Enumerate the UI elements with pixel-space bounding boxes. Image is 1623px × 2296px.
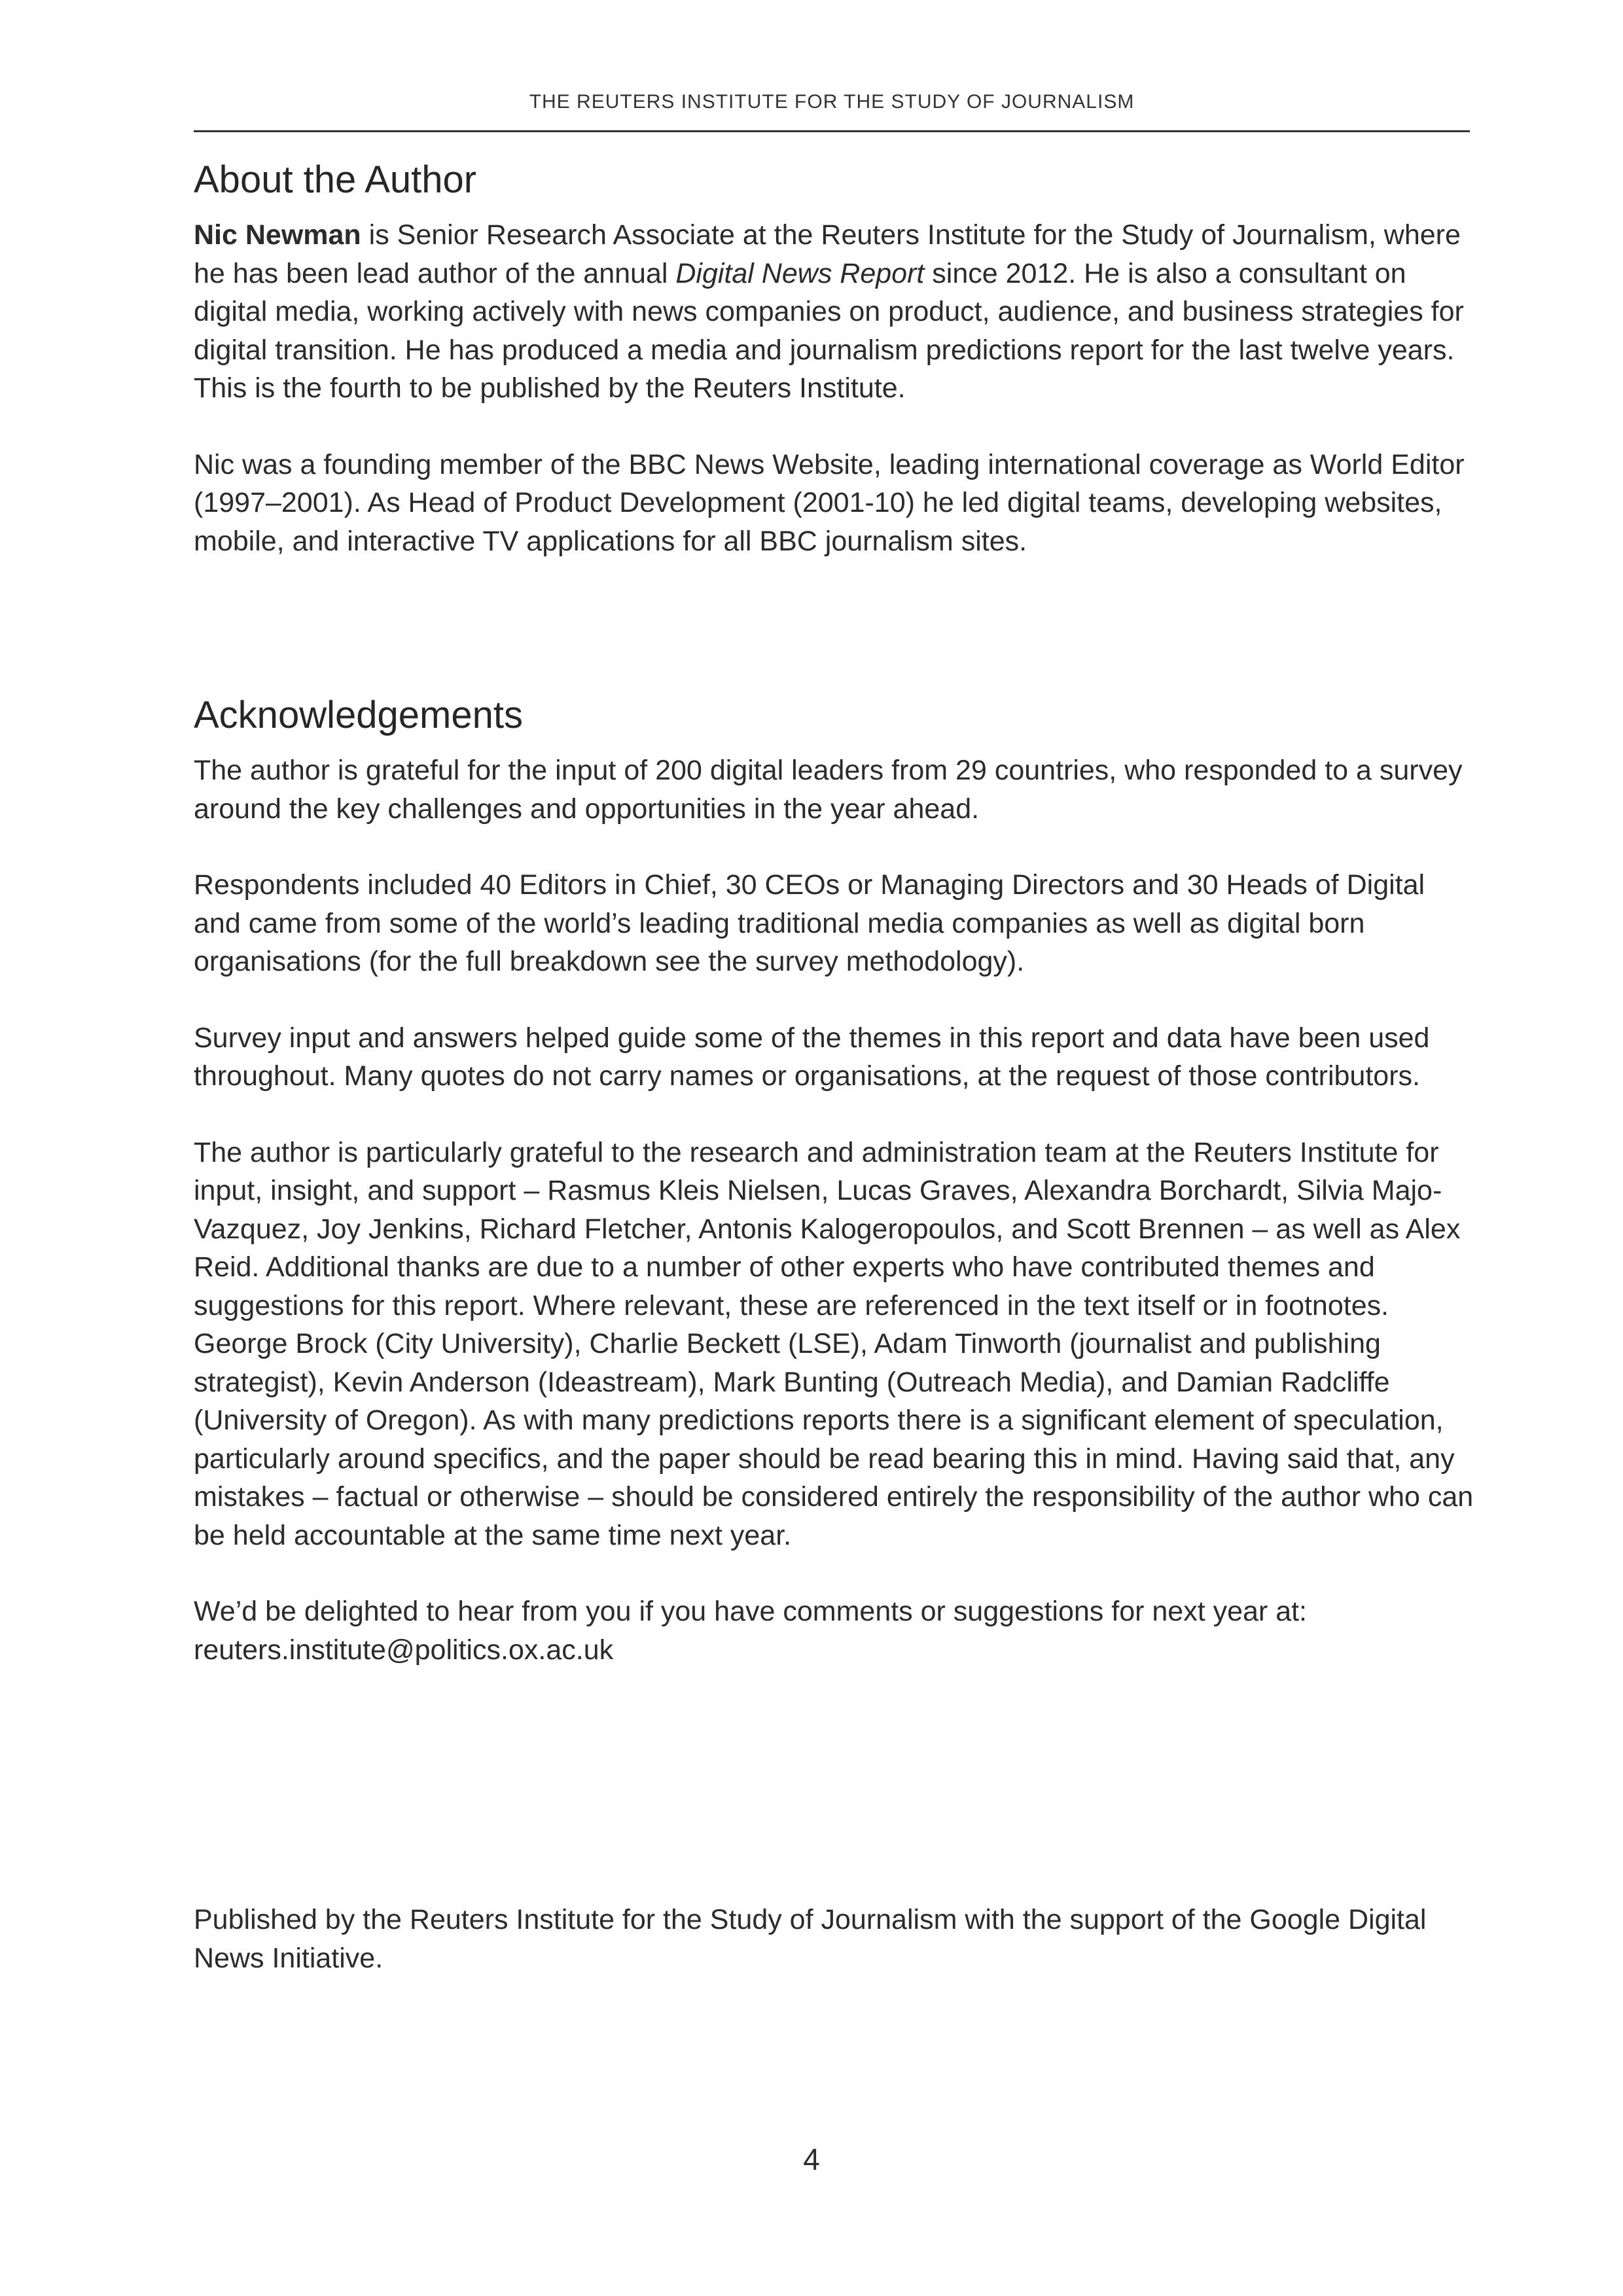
about-text-b: since 2012. He is also a consultant on digital media, working actively with news companies on product, audience, and business strategies for digital transition. He has produced a media and journalism predictions report for the last twelve years. This is the fourth to be published by the Reuters Institute. <box>194 257 1464 404</box>
acknowledgements-heading: Acknowledgements <box>194 694 523 736</box>
page-number: 4 <box>803 2142 820 2176</box>
author-name: Nic Newman <box>194 219 361 251</box>
publisher-note-section <box>194 1901 1476 1977</box>
acknowledgements-paragraph-2: Respondents included 40 Editors in Chief, 30 CEOs or Managing Directors and 30 Heads of Digital and came from some of the world’s leading traditional media companies as well as digital born organisations (for the full breakdown see the survey methodology). <box>194 869 1425 977</box>
acknowledgements-paragraph-3: Survey input and answers helped guide some of the themes in this report and data have been used throughout. Many quotes do not carry names or organisations, at the request of those contributors. <box>194 1022 1430 1092</box>
acknowledgements-paragraph-5: We’d be delighted to hear from you if you have comments or suggestions for next year at: reuters.institute@politics.ox.ac.uk <box>194 1596 1307 1666</box>
report-title: Digital News Report <box>675 257 925 289</box>
acknowledgements-section <box>194 692 1476 1669</box>
about-author-heading: About the Author <box>194 158 477 201</box>
about-author-paragraph-1 <box>194 216 1476 408</box>
about-text-a: is Senior Research Associate at the Reuters Institute for the Study of Journalism, where he has been lead author of the annual <box>194 219 1461 289</box>
about-author-section <box>194 157 1476 560</box>
publisher-note: Published by the Reuters Institute for the Study of Journalism with the support of the Google Digital News Initiative. <box>194 1904 1427 1974</box>
about-author-paragraph-2: Nic was a founding member of the BBC News Website, leading international coverage as World Editor (1997–2001). As Head of Product Development (2001-10) he led digital teams, developing websites, mobile, and interactive TV applications for all BBC journalism sites. <box>194 448 1465 557</box>
running-header: THE REUTERS INSTITUTE FOR THE STUDY OF JOURNALISM <box>194 88 1470 132</box>
acknowledgements-paragraph-4: The author is particularly grateful to the research and administration team at the Reuters Institute for input, insight, and support – Rasmus Kleis Nielsen, Lucas Graves, Alexandra Borchardt, Silvia Majo-Vazquez, Joy Jenkins, Richard Fletcher, Antonis Kalogeropoulos, and Scott Brennen – as well as Alex Reid. Additional thanks are due to a number of other experts who have contributed themes and suggestions for this report. Where relevant, these are referenced in the text itself or in footnotes. George Brock (City University), Charlie Beckett (LSE), Adam Tinworth (journalist and publishing strategist), Kevin Anderson (Ideastream), Mark Bunting (Outreach Media), and Damian Radcliffe (University of Oregon). As with many predictions reports there is a significant element of speculation, particularly around specifics, and the paper should be read bearing this in mind. Having said that, any mistakes – factual or otherwise – should be considered entirely the responsibility of the author who can be held accountable at the same time next year. <box>194 1136 1474 1551</box>
acknowledgements-paragraph-1: The author is grateful for the input of 200 digital leaders from 29 countries, who responded to a survey around the key challenges and opportunities in the year ahead. <box>194 755 1463 825</box>
